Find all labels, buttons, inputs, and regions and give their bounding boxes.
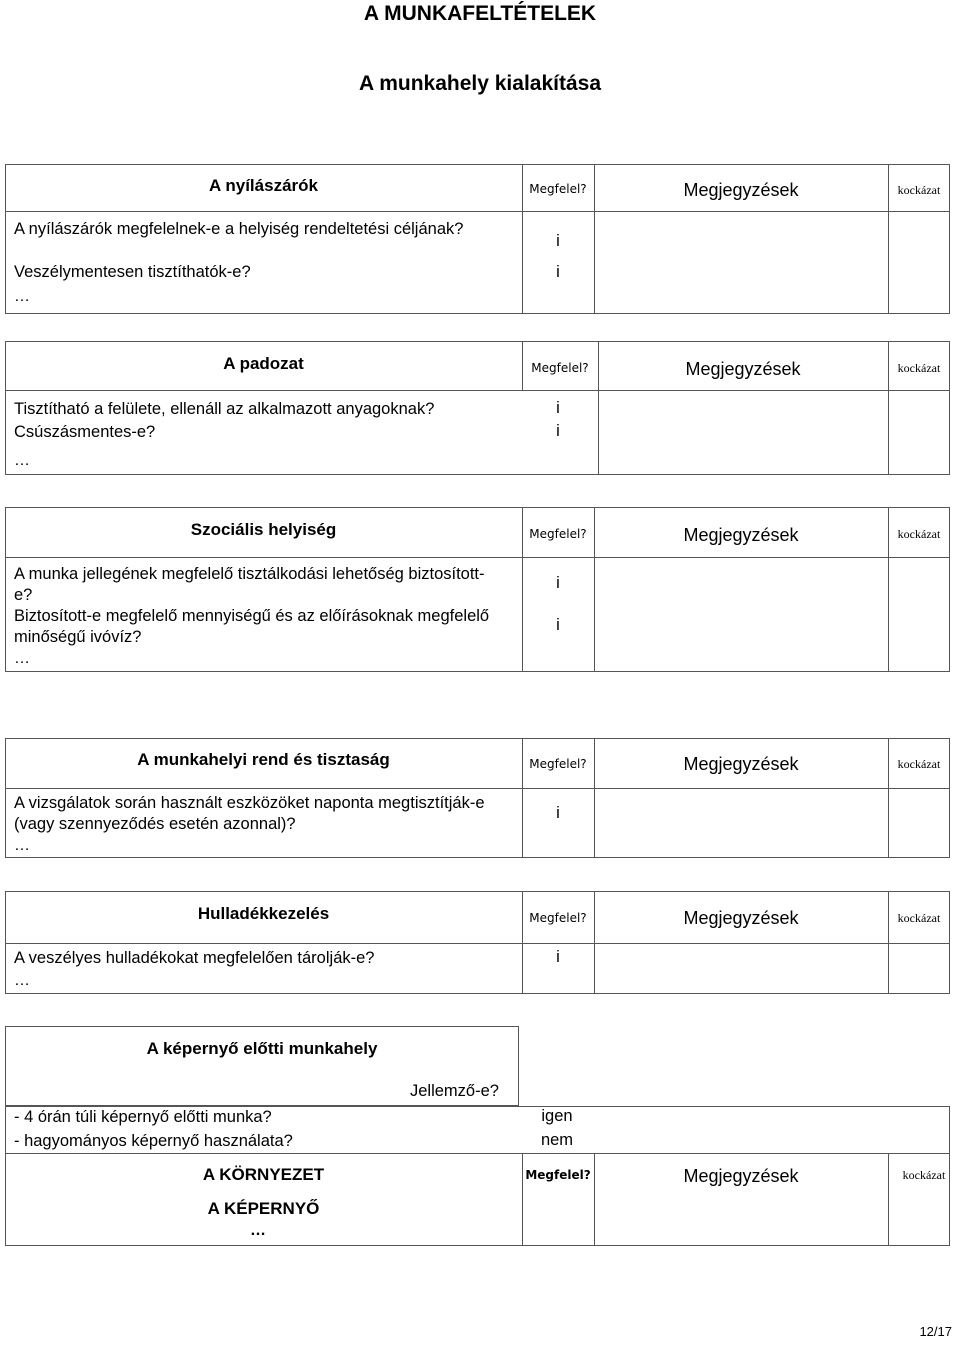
screen-row-label: - hagyományos képernyő használata?: [14, 1132, 293, 1150]
question-text: A munka jellegének megfelelő tisztálkodási lehetőség biztosított-e?: [14, 565, 485, 604]
section-title: Szociális helyiség: [190, 520, 337, 539]
divider: [888, 738, 889, 858]
section-title: A képernyő előtti munkahely: [146, 1039, 378, 1058]
header-megfelel: Megfelel?: [529, 757, 587, 771]
divider: [522, 738, 523, 858]
jellemzo-label: Jellemző-e?: [410, 1082, 499, 1100]
page-subtitle: A munkahely kialakítása: [358, 72, 601, 95]
header-megfelel: Megfelel?: [529, 911, 587, 925]
answer-mark: i: [556, 616, 560, 634]
ellipsis: …: [14, 972, 30, 989]
divider: [5, 943, 950, 944]
header-kockazat: kockázat: [897, 183, 941, 197]
header-megjegyzesek: Megjegyzések: [683, 1166, 799, 1186]
section-title: A nyílászárók: [209, 176, 318, 195]
divider: [5, 557, 950, 558]
divider: [5, 1153, 950, 1154]
question-text: Veszélymentesen tisztíthatók-e?: [14, 263, 251, 281]
answer-mark: i: [556, 948, 560, 966]
ellipsis: …: [14, 837, 30, 854]
question-text: A nyílászárók megfelelnek-e a helyiség rendeltetési céljának?: [14, 220, 464, 238]
divider: [522, 341, 523, 390]
ellipsis: …: [250, 1222, 266, 1239]
question-text: A veszélyes hulladékokat megfelelően tárolják-e?: [14, 949, 375, 967]
section-title: A munkahelyi rend és tisztaság: [137, 750, 390, 769]
header-megjegyzesek: Megjegyzések: [683, 180, 799, 200]
header-kockazat: kockázat: [897, 527, 941, 541]
divider: [594, 891, 595, 994]
ellipsis: …: [14, 650, 30, 667]
screen-row-value: igen: [541, 1107, 573, 1125]
header-kockazat: kockázat: [897, 757, 941, 771]
header-kockazat: kockázat: [897, 911, 941, 925]
divider: [522, 891, 523, 994]
header-kockazat: kockázat: [902, 1168, 946, 1182]
divider: [888, 1153, 889, 1246]
ellipsis: …: [14, 288, 30, 305]
screen-row-label: - 4 órán túli képernyő előtti munka?: [14, 1108, 272, 1126]
answer-mark: i: [556, 232, 560, 250]
page-number: 12/17: [919, 1324, 952, 1339]
answer-mark: i: [556, 804, 560, 822]
subsection-title: A KÖRNYEZET: [202, 1165, 325, 1184]
header-megfelel: Megfelel?: [529, 182, 587, 196]
header-megjegyzesek: Megjegyzések: [683, 754, 799, 774]
answer-mark: i: [556, 263, 560, 281]
question-text: Biztosított-e megfelelő mennyiségű és az előírásoknak megfelelő minőségű ivóvíz?: [14, 607, 490, 646]
page-title: A MUNKAFELTÉTELEK: [363, 2, 597, 25]
divider: [5, 788, 950, 789]
header-kockazat: kockázat: [897, 361, 941, 375]
question-text: Tisztítható a felülete, ellenáll az alkalmazott anyagoknak?: [14, 400, 435, 418]
question-text: A vizsgálatok során használt eszközöket naponta megtisztítják-e (vagy szennyeződés esetén azonnal)?: [14, 794, 485, 833]
answer-mark: i: [556, 422, 560, 440]
question-text: Csúszásmentes-e?: [14, 423, 156, 441]
ellipsis: …: [14, 452, 30, 469]
header-megjegyzesek: Megjegyzések: [683, 525, 799, 545]
header-megjegyzesek: Megjegyzések: [683, 908, 799, 928]
header-megfelel: Megfelel?: [529, 527, 587, 541]
divider: [5, 390, 950, 391]
screen-row-value: nem: [540, 1131, 574, 1149]
divider: [5, 211, 950, 212]
header-megjegyzesek: Megjegyzések: [685, 359, 801, 379]
header-megfelel: Megfelel?: [525, 1168, 591, 1182]
divider: [522, 1153, 523, 1246]
subsection-title: A KÉPERNYŐ: [207, 1199, 320, 1218]
header-megfelel: Megfelel?: [531, 361, 589, 375]
section-title: A padozat: [223, 354, 304, 373]
divider: [888, 891, 889, 994]
answer-mark: i: [556, 399, 560, 417]
section-title: Hulladékkezelés: [197, 904, 330, 923]
answer-mark: i: [556, 574, 560, 592]
